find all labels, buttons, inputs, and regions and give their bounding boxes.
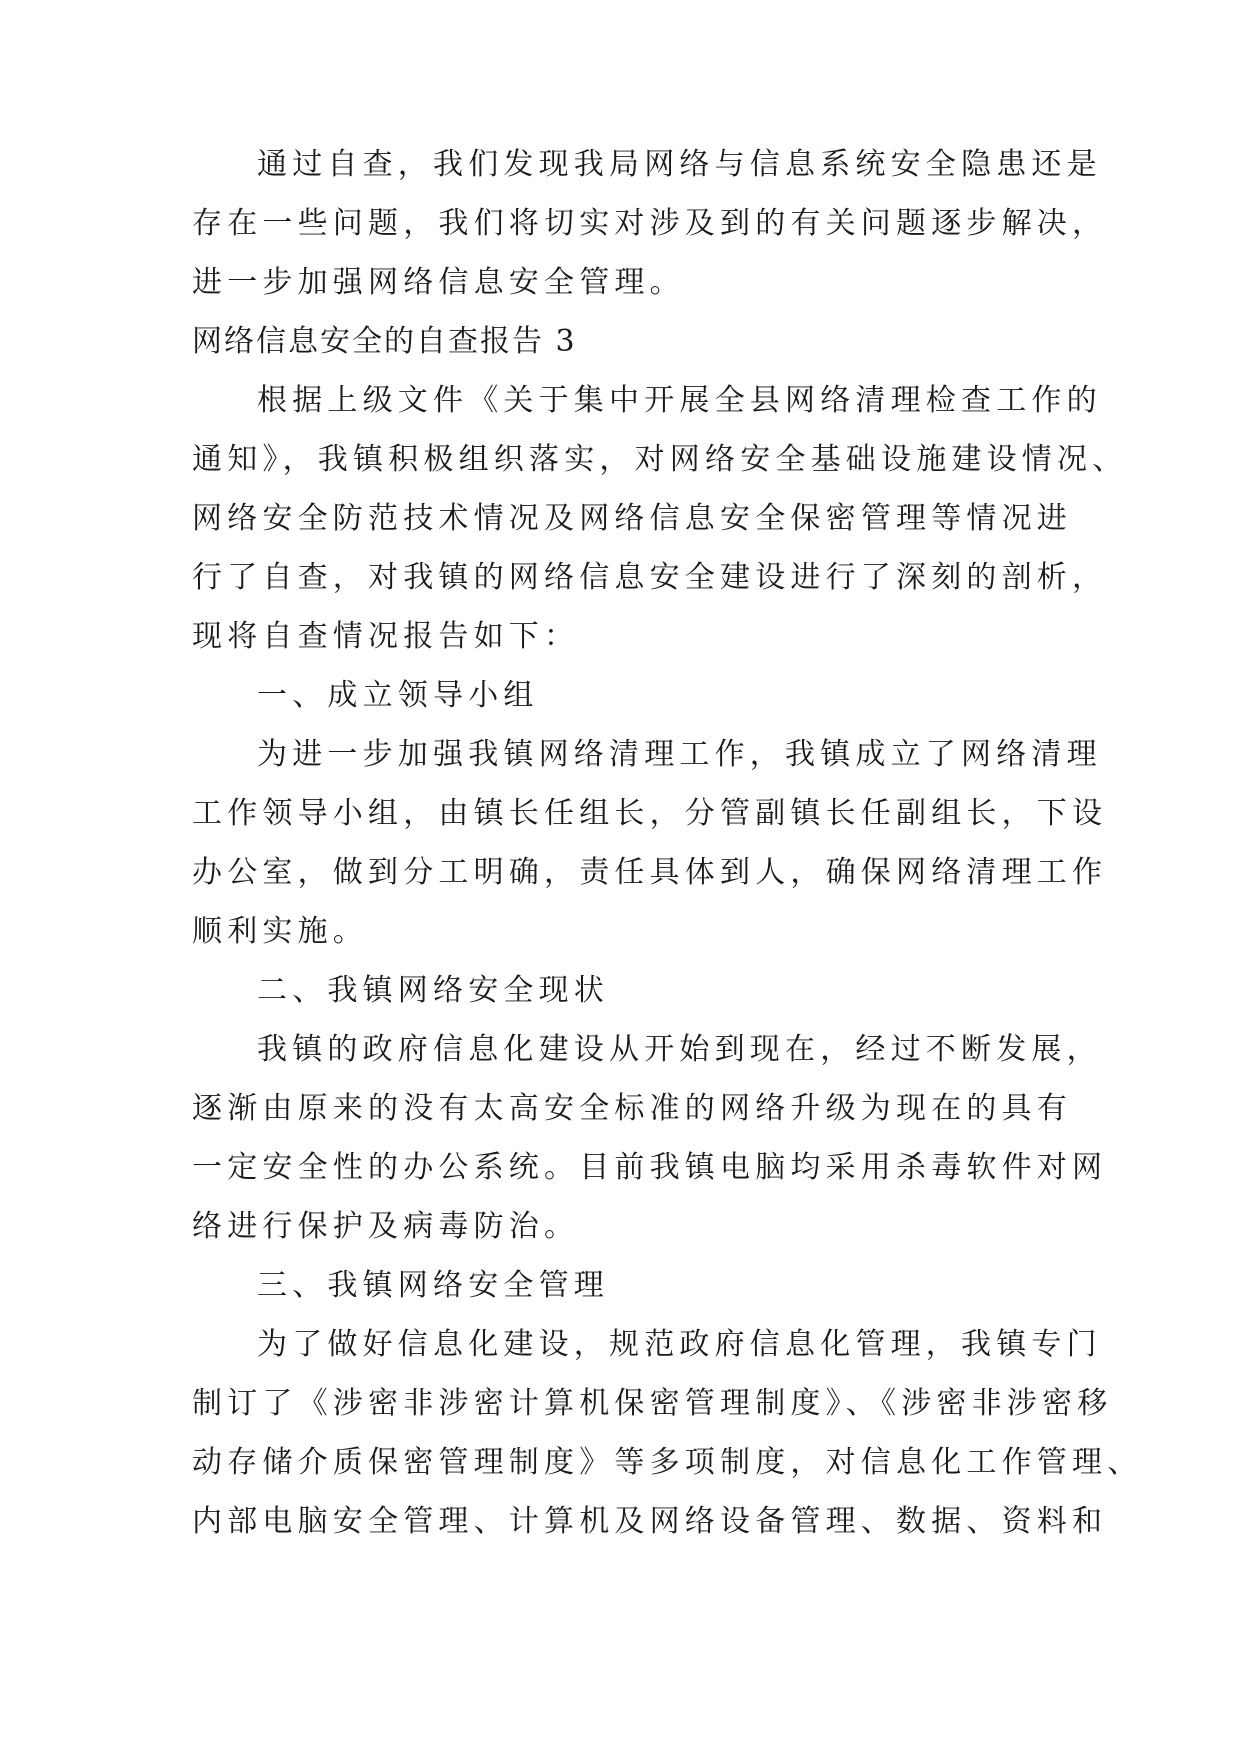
paragraph-line: 根据上级文件《关于集中开展全县网络清理检查工作的 — [257, 383, 1102, 418]
paragraph-line: 办公室，做到分工明确，责任具体到人，确保网络清理工作 — [192, 855, 1108, 890]
paragraph-line: 制订了《涉密非涉密计算机保密管理制度》、《涉密非涉密移 — [192, 1386, 1113, 1421]
paragraph-line: 顺利实施。 — [192, 914, 368, 949]
paragraph-line: 为进一步加强我镇网络清理工作，我镇成立了网络清理 — [257, 737, 1102, 772]
paragraph-line: 动存储介质保密管理制度》等多项制度，对信息化工作管理、 — [192, 1445, 1143, 1480]
paragraph-line: 存在一些问题，我们将切实对涉及到的有关问题逐步解决， — [192, 206, 1108, 241]
paragraph-line: 通过自查，我们发现我局网络与信息系统安全隐患还是 — [257, 147, 1102, 182]
section-title: 网络信息安全的自查报告 3 — [192, 324, 577, 359]
paragraph-line: 为了做好信息化建设，规范政府信息化管理，我镇专门 — [257, 1327, 1102, 1362]
paragraph-line: 络进行保护及病毒防治。 — [192, 1209, 580, 1244]
paragraph-line: 进一步加强网络信息安全管理。 — [192, 265, 685, 300]
paragraph-line: 内部电脑安全管理、计算机及网络设备管理、数据、资料和 — [192, 1504, 1108, 1539]
subsection-heading: 三、我镇网络安全管理 — [257, 1268, 609, 1303]
paragraph-line: 行了自查，对我镇的网络信息安全建设进行了深刻的剖析， — [192, 560, 1108, 595]
paragraph-line: 我镇的政府信息化建设从开始到现在，经过不断发展， — [257, 1032, 1102, 1067]
paragraph-line: 逐渐由原来的没有太高安全标准的网络升级为现在的具有 — [192, 1091, 1072, 1126]
paragraph-line: 网络安全防范技术情况及网络信息安全保密管理等情况进 — [192, 501, 1072, 536]
paragraph-line: 通知》，我镇积极组织落实，对网络安全基础设施建设情况、 — [192, 442, 1128, 477]
paragraph-line: 一定安全性的办公系统。目前我镇电脑均采用杀毒软件对网 — [192, 1150, 1108, 1185]
paragraph-line: 现将自查情况报告如下： — [192, 619, 580, 654]
subsection-heading: 二、我镇网络安全现状 — [257, 973, 609, 1008]
subsection-heading: 一、成立领导小组 — [257, 678, 539, 713]
paragraph-line: 工作领导小组，由镇长任组长，分管副镇长任副组长，下设 — [192, 796, 1108, 831]
